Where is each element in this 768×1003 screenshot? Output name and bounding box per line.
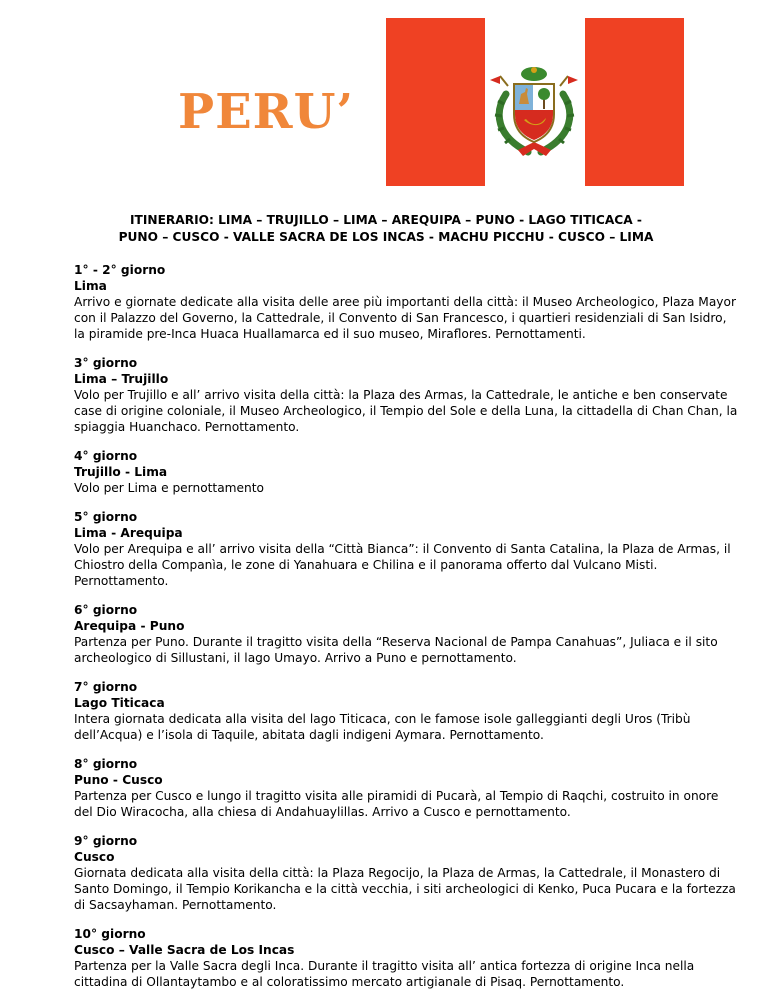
day-description-line: Intera giornata dedicata alla visita del lago Titicaca, con le famose isole galleggianti degli Uros (Tribù	[74, 712, 691, 726]
day-number: 5° giorno	[74, 510, 138, 524]
day-description-line: la piramide pre-Inca Huaca Huallamarca ed il suo museo, Miraflores. Pernottamenti.	[74, 327, 586, 341]
day-block	[74, 756, 719, 820]
day-description-line: di Sacsayhaman. Pernottamento.	[74, 898, 277, 912]
day-block	[74, 679, 714, 743]
day-route: Trujillo - Lima	[74, 465, 168, 479]
day-description-line: Volo per Trujillo e all’ arrivo visita della città: la Plaza des Armas, la Cattedrale, le antiche e ben conservate	[74, 388, 728, 402]
day-block	[74, 833, 736, 913]
day-number: 10° giorno	[74, 927, 146, 941]
day-description-line: con il Palazzo del Governo, la Cattedrale, il Convento di San Francesco, i quartieri residenziali di San Isidro,	[74, 311, 727, 325]
day-description-line: Santo Domingo, il Tempio Korikancha e la città vecchia, i siti archeologici di Kenko, Puca Pucara e la fortezza	[74, 882, 736, 896]
day-description-line: Volo per Arequipa e all’ arrivo visita della “Città Bianca”: il Convento di Santa Catalina, la Plaza de Armas, il	[74, 542, 731, 556]
day-route: Lima - Arequipa	[74, 526, 183, 540]
day-block	[74, 448, 714, 496]
day-route: Puno - Cusco	[74, 773, 163, 787]
itinerary-heading	[96, 212, 676, 246]
day-description-line: Partenza per la Valle Sacra degli Inca. Durante il tragitto visita all’ antica fortezza di origine Inca nella	[74, 959, 695, 973]
peru-flag-icon	[386, 18, 684, 186]
itinerary-line: ITINERARIO: LIMA – TRUJILLO – LIMA – AREQUIPA – PUNO - LAGO TITICACA -	[130, 213, 642, 227]
day-description-line: Arrivo e giornate dedicate alla visita delle aree più importanti della città: il Museo Archeologico, Plaza Mayor	[74, 295, 736, 309]
day-route: Lima – Trujillo	[74, 372, 169, 386]
day-description-line: Pernottamento.	[74, 574, 169, 588]
day-description-line: Volo per Lima e pernottamento	[74, 481, 265, 495]
day-number: 6° giorno	[74, 603, 138, 617]
itinerary-line: PUNO – CUSCO - VALLE SACRA DE LOS INCAS - MACHU PICCHU - CUSCO – LIMA	[118, 230, 654, 244]
day-block	[74, 602, 718, 666]
day-description-line: archeologico di Sillustani, il lago Umayo. Arrivo a Puno e pernottamento.	[74, 651, 517, 665]
day-list	[74, 262, 738, 1003]
flag-left-band	[386, 18, 485, 186]
day-description-line: spiaggia Huanchaco. Pernottamento.	[74, 420, 300, 434]
day-route: Lago Titicaca	[74, 696, 165, 710]
day-description-line: del Dio Wiracocha, alla chiesa di Andahuaylillas. Arrivo a Cusco e pernottamento.	[74, 805, 571, 819]
day-description-line: Partenza per Cusco e lungo il tragitto visita alle piramidi di Pucarà, al Tempio di Raqchi, costruito in onore	[74, 789, 719, 803]
day-description-line: Chiostro della Companìa, le zone di Yanahuara e Chilina e il panorama offerto dal Vulcano Misti.	[74, 558, 658, 572]
day-route: Lima	[74, 279, 107, 293]
day-description-line: cittadina di Ollantaytambo e al coloratissimo mercato artigianale di Pisaq. Pernottamento.	[74, 975, 625, 989]
day-route: Cusco	[74, 850, 115, 864]
page-title: PERU’	[178, 84, 355, 140]
day-block	[74, 509, 731, 589]
flag-center-band	[485, 18, 584, 186]
flag-right-band	[585, 18, 684, 186]
day-route: Arequipa - Puno	[74, 619, 185, 633]
day-number: 8° giorno	[74, 757, 138, 771]
day-number: 3° giorno	[74, 356, 138, 370]
day-block	[74, 926, 714, 990]
day-block	[74, 355, 738, 435]
day-block	[74, 262, 736, 342]
day-number: 9° giorno	[74, 834, 138, 848]
coat-of-arms-icon	[488, 64, 581, 160]
day-number: 1° - 2° giorno	[74, 263, 166, 277]
day-route: Cusco – Valle Sacra de Los Incas	[74, 943, 295, 957]
day-number: 7° giorno	[74, 680, 138, 694]
day-number: 4° giorno	[74, 449, 138, 463]
day-description-line: Partenza per Puno. Durante il tragitto visita della “Reserva Nacional de Pampa Canahuas”, Juliaca e il sito	[74, 635, 718, 649]
day-description-line: case di origine coloniale, il Museo Archeologico, il Tempio del Sole e della Luna, la cittadella di Chan Chan, la	[74, 404, 738, 418]
day-description-line: dell’Acqua) e l’isola di Taquile, abitata dagli indigeni Aymara. Pernottamento.	[74, 728, 544, 742]
day-description-line: Giornata dedicata alla visita della città: la Plaza Regocijo, la Plaza de Armas, la Cattedrale, il Monastero di	[74, 866, 721, 880]
